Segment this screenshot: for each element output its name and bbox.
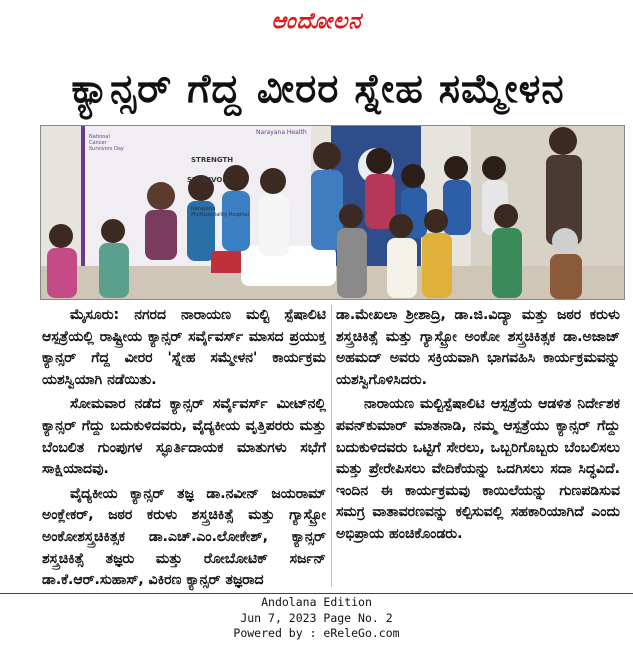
masthead — [0, 4, 633, 38]
headline: ಕ್ಯಾನ್ಸರ್ ಗೆದ್ದ ವೀರರ ಸ್ನೇಹ ಸಮ್ಮೇಳನ — [71, 66, 565, 112]
banner-text-strength: STRENGTH — [191, 156, 234, 164]
article-column-right — [336, 305, 620, 549]
article-paragraph: ಸೋಮವಾರ ನಡೆದ ಕ್ಯಾನ್ಸರ್ ಸರ್ವೈವರ್ಸ್ ಮೀಟ್‌ನಲ್ಲಿ ಕ್ಯಾನ್ಸರ್ ಗೆದ್ದು ಬದುಕುಳಿದವರು, ವೈದ್ಯಕೀಯ ವೃತ್ತಿಪರರು ಮತ್ತು ಬೆಂಬಲಿತ ಗುಂಪುಗಳ ಸ್ಫೂರ್ತಿದಾಯಕ ಮಾತುಗಳು ಸಭೆಗೆ ಸಾಕ್ಷಿಯಾದವು. — [42, 396, 326, 478]
newspaper-logo: ಆಂದೋಲನ — [271, 8, 362, 34]
footer-divider — [0, 593, 633, 594]
article-paragraph: ನಾರಾಯಣ ಮಲ್ಟಿಸ್ಪೆಷಾಲಿಟಿ ಆಸ್ಪತ್ರೆಯ ಆಡಳಿತ ನಿರ್ದೇಶಕ ಪವನ್‌ಕುಮಾರ್ ಮಾತನಾಡಿ, ನಮ್ಮ ಆಸ್ಪತ್ರೆಯು ಕ್ಯಾನ್ಸರ್ ಗೆದ್ದು ಬದುಕುಳಿದವರು ಒಟ್ಟಿಗೆ ಸೇರಲು, ಒಬ್ಬರಿಗೊಬ್ಬರು ಬೆಂಬಲಿಸಲು ಮತ್ತು ಪ್ರೇರೇಪಿಸಲು ವೇದಿಕೆಯನ್ನು ಒದಗಿಸಲು ಸದಾ ಸಿದ್ಧವಿದೆ. ಇಂದಿನ ಈ ಕಾರ್ಯಕ್ರಮವು ಕಾಯಿಲೆಯನ್ನು ಗುಣಪಡಿಸುವ ಸಮಗ್ರ ವಾತಾವರಣವನ್ನು ಕಲ್ಪಿಸುವಲ್ಲಿ ಸಹಕಾರಿಯಾಗಿದೆ ಎಂದು ಅಭಿಪ್ರಾಯ ಹಂಚಿಕೊಂಡರು. — [336, 396, 620, 542]
article-paragraph: ವೈದ್ಯಕೀಯ ಕ್ಯಾನ್ಸರ್ ತಜ್ಞ ಡಾ.ನವೀನ್ ಜಯರಾಮ್ ಅಂಕ್ಲೇಕರ್, ಜಠರ ಕರುಳು ಶಸ್ತ್ರಚಿಕಿತ್ಸೆ ಮತ್ತು ಗ್ಯಾಸ್ಟ್ರೋ ಅಂಕೋಶಸ್ತ್ರಚಿಕಿತ್ಸಕ ಡಾ.ಎಚ್.ಎಂ.ಲೋಕೇಶ್, ಕ್ಯಾನ್ಸರ್ ಶಸ್ತ್ರಚಿಕಿತ್ಸೆ ತಜ್ಞರು ಮತ್ತು ರೋಬೋಟಿಕ್ ಸರ್ಜನ್ ಡಾ.ಕೆ.ಆರ್.ಸುಹಾಸ್, ವಿಕಿರಣ ಕ್ಯಾನ್ಸರ್ ತಜ್ಞರಾದ — [42, 485, 326, 589]
article-paragraph: ಮೈಸೂರು: ನಗರದ ನಾರಾಯಣ ಮಲ್ಟಿ ಸ್ಪೆಷಾಲಿಟಿ ಆಸ್ಪತ್ರೆಯಲ್ಲಿ ರಾಷ್ಟ್ರೀಯ ಕ್ಯಾನ್ಸರ್ ಸರ್ವೈವರ್ಸ್ ಮಾಸದ ಪ್ರಯುಕ್ತ ಕ್ಯಾನ್ಸರ್ ಗೆದ್ದ ವೀರರ 'ಸ್ನೇಹ ಸಮ್ಮೇಳನ' ಕಾರ್ಯಕ್ರಮ ಯಶಸ್ವಿಯಾಗಿ ನಡೆಯಿತು. — [42, 307, 326, 388]
article-column-left — [42, 305, 326, 595]
article-paragraph: ಡಾ.ಮೇಖಲಾ ಶ್ರೀಶಾದ್ರಿ, ಡಾ.ಜಿ.ವಿದ್ಯಾ ಮತ್ತು ಜಠರ ಕರುಳು ಶಸ್ತ್ರಚಿಕಿತ್ಸೆ ಮತ್ತು ಗ್ಯಾಸ್ಟ್ರೋ ಅಂಕೋ ಶಸ್ತ್ರಚಿಕಿತ್ಸಕ ಡಾ.ಅಜಾಜ್ ಅಹಮದ್ ಅವರು ಸಕ್ರಿಯವಾಗಿ ಭಾಗವಹಿಸಿ ಕಾರ್ಯಕ್ರಮವನ್ನು ಯಶಸ್ವಿಗೊಳಿಸಿದರು. — [336, 307, 620, 388]
edition-name: Andolana Edition — [261, 595, 372, 609]
banner-hospital-name: Narayana Multispeciality Hospital — [191, 206, 249, 218]
banner-brand: Narayana Health — [256, 129, 307, 136]
news-photo — [40, 125, 625, 300]
column-divider — [331, 305, 332, 587]
banner-text-survivor: SURVIVOR — [187, 176, 228, 184]
banner-tagline: National Cancer Survivors Day — [89, 134, 124, 152]
footer — [0, 595, 633, 642]
powered-by: Powered by : eReleGo.com — [233, 626, 400, 640]
date-page: Jun 7, 2023 Page No. 2 — [240, 610, 393, 625]
